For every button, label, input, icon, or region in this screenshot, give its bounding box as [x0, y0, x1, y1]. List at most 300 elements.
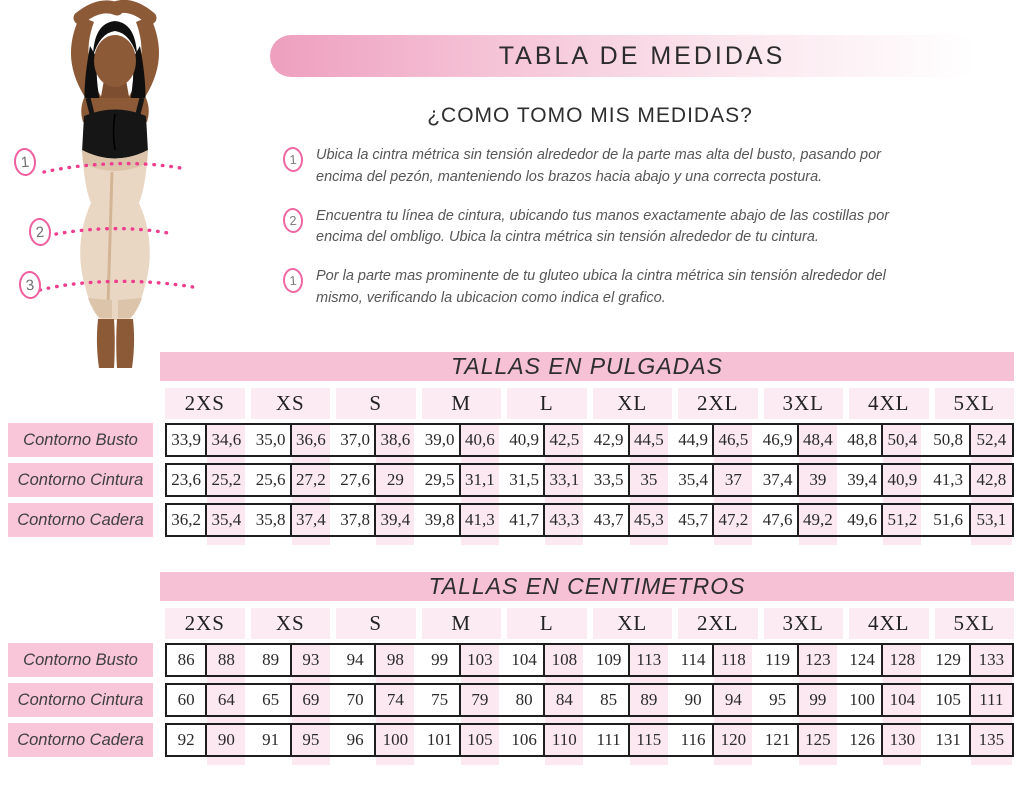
- value-min: 90: [684, 690, 702, 709]
- spacer-stripe: [714, 537, 752, 545]
- size-pair: [252, 685, 337, 715]
- instruction-number: 1: [282, 267, 304, 293]
- size-pair: [759, 465, 844, 495]
- size-pair: [759, 685, 844, 715]
- value-min: 44,9: [678, 430, 708, 449]
- spacer-stripes: [165, 757, 1014, 765]
- size-pair: [590, 505, 675, 535]
- value-min: 31,5: [509, 470, 539, 489]
- value-max: 40,9: [883, 465, 921, 495]
- spacer-blank: [167, 537, 205, 545]
- row-label: Contorno Busto: [8, 423, 153, 457]
- value-min: 41,7: [509, 510, 539, 529]
- instruction-item: [283, 266, 915, 310]
- spacer-stripe: [207, 537, 245, 545]
- size-pair: [674, 425, 759, 455]
- value-min: 126: [849, 730, 875, 749]
- row-label: Contorno Cadera: [8, 723, 153, 757]
- value-min: 46,9: [762, 430, 793, 449]
- value-max: 40,6: [461, 425, 499, 455]
- size-pair: [252, 505, 337, 535]
- size-pair: [336, 425, 421, 455]
- value-min: 39,0: [424, 430, 455, 449]
- value-max: 98: [376, 645, 414, 675]
- size-pair: [252, 465, 337, 495]
- value-max: 25,2: [207, 465, 245, 495]
- value-min: 65: [262, 690, 280, 709]
- size-pair: [928, 645, 1013, 675]
- value-min: 109: [595, 650, 622, 669]
- value-min: 35,8: [255, 510, 286, 529]
- size-pair: [674, 645, 759, 675]
- value-max: 94: [714, 685, 752, 715]
- spacer-stripe: [545, 537, 583, 545]
- value-max: 103: [461, 645, 499, 675]
- table-row: [8, 463, 1014, 497]
- value-min: 25,6: [255, 470, 286, 489]
- spacer-blank: [505, 757, 543, 765]
- table-body: [8, 388, 1014, 545]
- instruction-item: [283, 145, 915, 189]
- size-pair: [674, 505, 759, 535]
- value-max: 135: [971, 725, 1012, 755]
- value-max: 89: [630, 685, 668, 715]
- value-min: 27,6: [340, 470, 370, 489]
- size-pair: [674, 725, 759, 755]
- value-min: 36,2: [171, 510, 201, 529]
- instruction-text: Ubica la cintra métrica sin tensión alrededor de la parte mas alta del busto, pasando por encima del pezón, manteniendo los brazos hacia abajo y una correcta postura.: [316, 147, 882, 185]
- value-min: 51,6: [933, 510, 963, 529]
- value-max: 50,4: [883, 425, 921, 455]
- size-pair: [843, 465, 928, 495]
- size-pair: [336, 505, 421, 535]
- spacer-blank: [336, 757, 374, 765]
- value-min: 100: [849, 690, 875, 709]
- value-min: 89: [262, 650, 280, 669]
- value-min: 116: [680, 730, 706, 749]
- size-header-2xs: 2XS: [165, 608, 245, 639]
- model-photo: [0, 0, 230, 368]
- value-min: 23,6: [171, 470, 201, 489]
- size-table-centimeters: [8, 572, 1014, 765]
- value-max: 46,5: [714, 425, 752, 455]
- value-min: 119: [765, 650, 791, 669]
- row-values: [165, 683, 1014, 717]
- size-pair: [421, 725, 506, 755]
- value-max: 90: [207, 725, 245, 755]
- spacer-stripe: [630, 537, 668, 545]
- value-min: 75: [431, 690, 449, 709]
- size-pair: [590, 725, 675, 755]
- size-pair: [759, 725, 844, 755]
- value-min: 42,9: [593, 430, 624, 449]
- howto-title: ¿COMO TOMO MIS MEDIDAS?: [427, 104, 753, 127]
- spacer-blank: [759, 757, 797, 765]
- size-pair: [759, 645, 844, 675]
- spacer-pair: [674, 757, 759, 765]
- value-min: 85: [600, 690, 618, 709]
- size-pair: [252, 725, 337, 755]
- size-header-l: L: [507, 388, 587, 419]
- spacer-pair: [252, 537, 337, 545]
- value-min: 45,7: [678, 510, 708, 529]
- value-max: 37: [714, 465, 752, 495]
- size-pair: [674, 685, 759, 715]
- value-max: 95: [292, 725, 330, 755]
- size-header-5xl: 5XL: [935, 388, 1015, 419]
- value-min: 48,8: [847, 430, 877, 449]
- size-pair: [505, 425, 590, 455]
- size-pair: [928, 505, 1013, 535]
- spacer-pair: [928, 537, 1013, 545]
- spacer-stripe: [714, 757, 752, 765]
- value-min: 41,3: [933, 470, 963, 489]
- value-max: 120: [714, 725, 752, 755]
- spacer-pair: [252, 757, 337, 765]
- value-min: 39,8: [424, 510, 455, 529]
- spacer-pair: [505, 757, 590, 765]
- value-max: 39: [799, 465, 837, 495]
- value-min: 121: [764, 730, 791, 749]
- spacer-stripe: [883, 537, 921, 545]
- spacer-stripe: [545, 757, 583, 765]
- table-row: [8, 683, 1014, 717]
- table-banner: [160, 352, 1014, 381]
- spacer-stripe: [292, 537, 330, 545]
- row-values: [165, 463, 1014, 497]
- value-max: 128: [883, 645, 921, 675]
- value-min: 101: [426, 730, 453, 749]
- spacer-pair: [336, 757, 421, 765]
- size-header-m: M: [422, 608, 502, 639]
- value-max: 105: [461, 725, 499, 755]
- value-min: 86: [177, 650, 195, 669]
- instruction-text: Encuentra tu línea de cintura, ubicando tus manos exactamente abajo de las costillas por encima del ombligo. Ubica la cintra métrica sin tensión alrededor de tu cintura.: [316, 207, 890, 246]
- value-max: 88: [207, 645, 245, 675]
- size-header-m: M: [422, 388, 502, 419]
- size-header-xs: XS: [251, 388, 331, 419]
- spacer-pair: [759, 537, 844, 545]
- value-min: 50,8: [933, 430, 963, 449]
- value-max: 113: [630, 645, 668, 675]
- spacer-blank: [590, 537, 628, 545]
- value-min: 111: [596, 730, 621, 749]
- size-pair: [167, 505, 252, 535]
- table-title: TALLAS EN CENTIMETROS: [428, 573, 746, 599]
- size-header-s: S: [336, 608, 416, 639]
- size-pair: [167, 465, 252, 495]
- spacer-pair: [421, 757, 506, 765]
- spacer-pair: [843, 537, 928, 545]
- value-max: 125: [799, 725, 837, 755]
- spacer-stripe: [292, 757, 330, 765]
- row-values: [165, 423, 1014, 457]
- value-min: 40,9: [509, 430, 539, 449]
- value-max: 34,6: [207, 425, 245, 455]
- figure-marker-waist: 2: [28, 217, 52, 247]
- spacer-blank: [843, 757, 881, 765]
- row-label: Contorno Busto: [8, 643, 153, 677]
- size-header-xl: XL: [593, 388, 673, 419]
- value-min: 131: [935, 730, 961, 749]
- value-max: 33,1: [545, 465, 583, 495]
- spacer-blank: [421, 757, 459, 765]
- instruction-text: Por la parte mas prominente de tu gluteo ubica la cintra métrica sin tensión alrededor del mismo, verificando la ubicacion como indica el grafico.: [316, 268, 886, 306]
- size-pair: [505, 645, 590, 675]
- size-pair: [505, 465, 590, 495]
- size-pair: [252, 645, 337, 675]
- size-header-2xl: 2XL: [678, 608, 758, 639]
- value-max: 123: [799, 645, 837, 675]
- spacer-pair: [336, 537, 421, 545]
- model-illustration: [0, 0, 230, 368]
- size-pair: [843, 685, 928, 715]
- table-row: [8, 503, 1014, 537]
- value-min: 37,4: [762, 470, 793, 489]
- value-max: 51,2: [883, 505, 921, 535]
- value-min: 60: [177, 690, 195, 709]
- spacer-blank: [167, 757, 205, 765]
- table-row: [8, 643, 1014, 677]
- value-min: 96: [346, 730, 364, 749]
- size-header-row: [165, 608, 1014, 639]
- value-max: 69: [292, 685, 330, 715]
- spacer-stripe: [376, 757, 414, 765]
- value-min: 91: [262, 730, 280, 749]
- row-label: Contorno Cintura: [8, 683, 153, 717]
- value-max: 27,2: [292, 465, 330, 495]
- row-label: Contorno Cadera: [8, 503, 153, 537]
- spacer-pair: [674, 537, 759, 545]
- size-pair: [505, 685, 590, 715]
- size-pair: [928, 425, 1013, 455]
- size-header-3xl: 3XL: [764, 388, 844, 419]
- spacer-stripe: [799, 757, 837, 765]
- instruction-number: 2: [282, 207, 304, 233]
- value-max: 84: [545, 685, 583, 715]
- size-header-xs: XS: [251, 608, 331, 639]
- size-header-2xs: 2XS: [165, 388, 245, 419]
- size-pair: [421, 465, 506, 495]
- value-min: 37,8: [340, 510, 370, 529]
- spacer-stripe: [799, 537, 837, 545]
- size-pair: [843, 645, 928, 675]
- size-pair: [336, 465, 421, 495]
- value-max: 100: [376, 725, 414, 755]
- value-min: 92: [177, 730, 195, 749]
- spacer-pair: [590, 537, 675, 545]
- value-min: 95: [769, 690, 787, 709]
- page-title: TABLA DE MEDIDAS: [498, 41, 786, 70]
- value-max: 49,2: [799, 505, 837, 535]
- value-max: 118: [714, 645, 752, 675]
- value-min: 49,6: [847, 510, 877, 529]
- size-pair: [167, 725, 252, 755]
- size-pair: [759, 425, 844, 455]
- value-min: 35,4: [678, 470, 708, 489]
- value-max: 41,3: [461, 505, 499, 535]
- value-min: 33,9: [171, 430, 201, 449]
- value-min: 39,4: [847, 470, 877, 489]
- figure-marker-hip: 3: [18, 270, 42, 300]
- size-header-5xl: 5XL: [935, 608, 1015, 639]
- value-min: 29,5: [424, 470, 455, 489]
- spacer-pair: [505, 537, 590, 545]
- value-max: 64: [207, 685, 245, 715]
- value-min: 43,7: [593, 510, 624, 529]
- spacer-blank: [336, 537, 374, 545]
- size-header-s: S: [336, 388, 416, 419]
- size-pair: [590, 645, 675, 675]
- spacer-blank: [421, 537, 459, 545]
- value-max: 111: [971, 685, 1012, 715]
- value-min: 124: [849, 650, 875, 669]
- value-min: 37,0: [340, 430, 370, 449]
- value-max: 99: [799, 685, 837, 715]
- value-min: 35,0: [255, 430, 286, 449]
- table-title: TALLAS EN PULGADAS: [451, 353, 723, 379]
- spacer-stripe: [461, 537, 499, 545]
- value-max: 37,4: [292, 505, 330, 535]
- value-max: 47,2: [714, 505, 752, 535]
- spacer-stripe: [971, 537, 1012, 545]
- size-pair: [252, 425, 337, 455]
- size-header-row: [165, 388, 1014, 419]
- size-header-3xl: 3XL: [764, 608, 844, 639]
- size-pair: [674, 465, 759, 495]
- value-max: 42,5: [545, 425, 583, 455]
- value-max: 104: [883, 685, 921, 715]
- size-pair: [167, 425, 252, 455]
- value-min: 33,5: [593, 470, 624, 489]
- size-pair: [590, 685, 675, 715]
- spacer-pair: [590, 757, 675, 765]
- spacer-stripe: [883, 757, 921, 765]
- size-pair: [167, 685, 252, 715]
- value-min: 114: [680, 650, 706, 669]
- row-values: [165, 503, 1014, 537]
- row-values: [165, 643, 1014, 677]
- spacer-blank: [252, 757, 290, 765]
- value-max: 31,1: [461, 465, 499, 495]
- value-max: 39,4: [376, 505, 414, 535]
- size-pair: [421, 685, 506, 715]
- size-pair: [928, 685, 1013, 715]
- size-pair: [505, 725, 590, 755]
- value-max: 108: [545, 645, 583, 675]
- spacer-blank: [928, 537, 969, 545]
- value-max: 45,3: [630, 505, 668, 535]
- spacer-label: [8, 537, 165, 545]
- row-spacer: [8, 757, 1014, 765]
- size-header-l: L: [507, 608, 587, 639]
- size-pair: [421, 645, 506, 675]
- size-header-xl: XL: [593, 608, 673, 639]
- value-max: 43,3: [545, 505, 583, 535]
- value-min: 99: [431, 650, 449, 669]
- spacer-blank: [928, 757, 969, 765]
- value-min: 104: [511, 650, 537, 669]
- size-pair: [336, 725, 421, 755]
- value-max: 44,5: [630, 425, 668, 455]
- size-pair: [590, 465, 675, 495]
- spacer-label: [8, 757, 165, 765]
- spacer-blank: [252, 537, 290, 545]
- value-min: 105: [935, 690, 961, 709]
- value-max: 35: [630, 465, 668, 495]
- spacer-blank: [843, 537, 881, 545]
- size-pair: [421, 505, 506, 535]
- instruction-number: 1: [282, 146, 304, 172]
- value-min: 129: [935, 650, 961, 669]
- size-header-4xl: 4XL: [849, 388, 929, 419]
- size-pair: [843, 725, 928, 755]
- value-max: 93: [292, 645, 330, 675]
- spacer-pair: [167, 537, 252, 545]
- size-pair: [928, 725, 1013, 755]
- value-max: 74: [376, 685, 414, 715]
- size-pair: [928, 465, 1013, 495]
- value-min: 106: [511, 730, 537, 749]
- value-min: 47,6: [762, 510, 793, 529]
- size-pair: [421, 425, 506, 455]
- size-pair: [505, 505, 590, 535]
- spacer-stripe: [207, 757, 245, 765]
- spacer-blank: [505, 537, 543, 545]
- title-banner: [270, 35, 1014, 77]
- value-max: 115: [630, 725, 668, 755]
- spacer-stripe: [971, 757, 1012, 765]
- instruction-item: [283, 206, 915, 250]
- spacer-stripes: [165, 537, 1014, 545]
- spacer-pair: [759, 757, 844, 765]
- size-pair: [843, 505, 928, 535]
- spacer-pair: [843, 757, 928, 765]
- table-row: [8, 423, 1014, 457]
- spacer-stripe: [376, 537, 414, 545]
- value-max: 79: [461, 685, 499, 715]
- spacer-pair: [167, 757, 252, 765]
- instructions-list: [283, 145, 915, 327]
- table-row: [8, 723, 1014, 757]
- spacer-blank: [590, 757, 628, 765]
- row-values: [165, 723, 1014, 757]
- size-header-4xl: 4XL: [849, 608, 929, 639]
- value-max: 36,6: [292, 425, 330, 455]
- size-pair: [336, 645, 421, 675]
- value-max: 53,1: [971, 505, 1012, 535]
- spacer-blank: [674, 757, 712, 765]
- value-max: 35,4: [207, 505, 245, 535]
- size-pair: [336, 685, 421, 715]
- spacer-stripe: [630, 757, 668, 765]
- value-max: 130: [883, 725, 921, 755]
- size-pair: [590, 425, 675, 455]
- spacer-blank: [674, 537, 712, 545]
- figure-marker-bust: 1: [13, 147, 37, 177]
- row-label: Contorno Cintura: [8, 463, 153, 497]
- value-max: 110: [545, 725, 583, 755]
- value-max: 38,6: [376, 425, 414, 455]
- value-max: 52,4: [971, 425, 1012, 455]
- value-max: 48,4: [799, 425, 837, 455]
- value-min: 70: [346, 690, 364, 709]
- value-max: 29: [376, 465, 414, 495]
- row-spacer: [8, 537, 1014, 545]
- value-max: 42,8: [971, 465, 1012, 495]
- spacer-pair: [928, 757, 1013, 765]
- size-pair: [167, 645, 252, 675]
